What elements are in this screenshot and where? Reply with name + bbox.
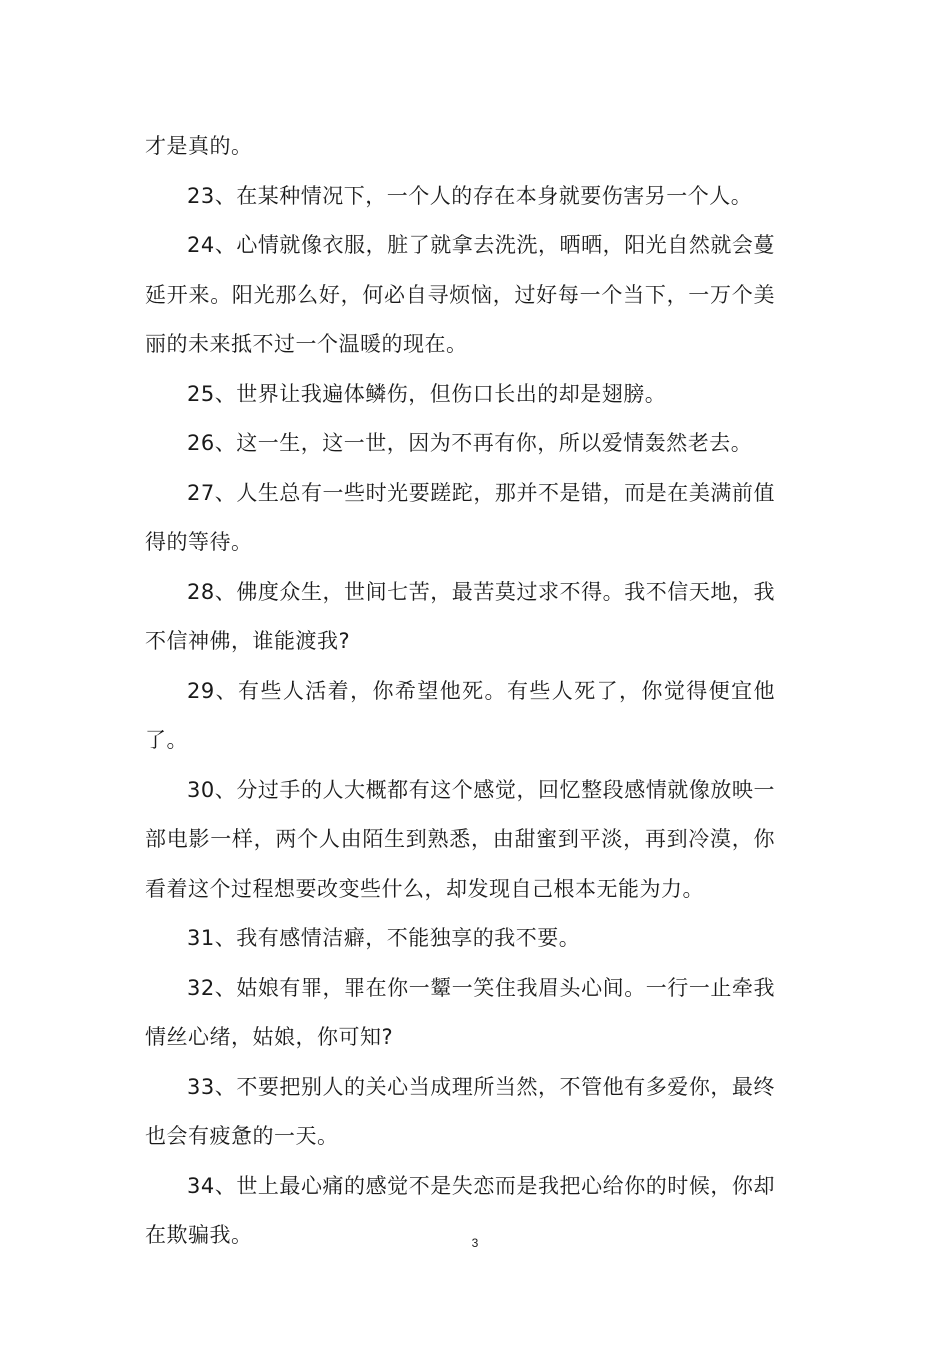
paragraph: 23、在某种情况下，一个人的存在本身就要伤害另一个人。 (187, 183, 753, 208)
paragraph: 29、有些人活着，你希望他死。有些人死了，你觉得便宜他了。 (145, 678, 775, 752)
paragraph: 25、世界让我遍体鳞伤，但伤口长出的却是翅膀。 (187, 381, 667, 406)
paragraph: 31、我有感情洁癖，不能独享的我不要。 (187, 926, 581, 950)
paragraph: 26、这一生，这一世，因为不再有你，所以爱情轰然老去。 (187, 431, 753, 455)
paragraph: 24、心情就像衣服，脏了就拿去洗洗，晒晒，阳光自然就会蔓延开来。阳光那么好，何必自寻烦恼，过好每一个当下，一万个美丽的未来抵不过一个温暖的现在。 (145, 233, 775, 356)
paragraph: 32、姑娘有罪，罪在你一颦一笑住我眉头心间。一行一止牵我情丝心绪，姑娘，你可知? (145, 975, 775, 1049)
paragraph: 28、佛度众生，世间七苦，最苦莫过求不得。我不信天地，我不信神佛，谁能渡我? (145, 579, 775, 653)
paragraph: 30、分过手的人大概都有这个感觉，回忆整段感情就像放映一部电影一样，两个人由陌生到熟悉，由甜蜜到平淡，再到冷漠，你看着这个过程想要改变些什么，却发现自己根本无能为力。 (145, 777, 775, 901)
paragraph: 27、人生总有一些时光要蹉跎，那并不是错，而是在美满前值得的等待。 (145, 480, 775, 554)
paragraph: 才是真的。 (145, 134, 253, 158)
paragraph: 34、世上最心痛的感觉不是失恋而是我把心给你的时候，你却在欺骗我。 (145, 1173, 775, 1247)
document-body (145, 122, 775, 1261)
paragraph: 33、不要把别人的关心当成理所当然，不管他有多爱你，最终也会有疲惫的一天。 (145, 1074, 775, 1148)
page-number: 3 (471, 1236, 479, 1250)
